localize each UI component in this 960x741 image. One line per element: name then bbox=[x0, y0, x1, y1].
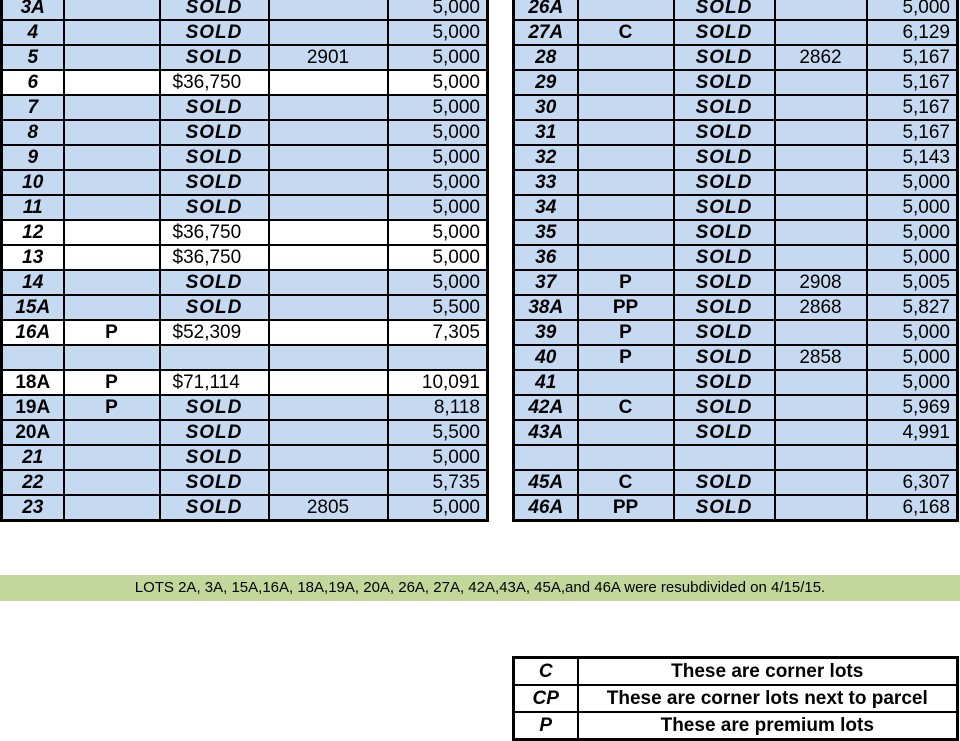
lot-status-cell: SOLD bbox=[160, 270, 269, 295]
lot-number-cell: 7 bbox=[2, 95, 64, 120]
lot-number-cell: 6 bbox=[2, 70, 64, 95]
lot-type-cell bbox=[64, 145, 160, 170]
lot-size-cell: 5,500 bbox=[388, 420, 488, 445]
lot-size-cell: 5,167 bbox=[867, 95, 958, 120]
lot-row bbox=[2, 470, 488, 495]
lot-address-cell bbox=[269, 220, 388, 245]
lot-size-cell: 5,000 bbox=[388, 120, 488, 145]
lot-size-cell: 6,307 bbox=[867, 470, 958, 495]
lot-address-cell bbox=[775, 395, 867, 420]
lot-status-cell: SOLD bbox=[674, 345, 775, 370]
lot-row bbox=[514, 445, 958, 470]
lot-row bbox=[2, 170, 488, 195]
lot-row bbox=[514, 120, 958, 145]
lot-address-cell bbox=[269, 345, 388, 370]
lot-number-cell: 43A bbox=[514, 420, 578, 445]
lot-size-cell: 5,000 bbox=[388, 170, 488, 195]
lots-table-left-body bbox=[2, 0, 488, 521]
lots-table-right bbox=[512, 0, 959, 522]
lot-status-cell: SOLD bbox=[160, 45, 269, 70]
lot-status-cell: SOLD bbox=[160, 95, 269, 120]
lot-address-cell bbox=[775, 320, 867, 345]
lot-size-cell: 5,000 bbox=[388, 0, 488, 20]
lot-row bbox=[2, 345, 488, 370]
lot-status-cell: SOLD bbox=[160, 170, 269, 195]
lot-type-cell bbox=[64, 170, 160, 195]
lot-address-cell bbox=[269, 395, 388, 420]
lot-row bbox=[2, 370, 488, 395]
lot-size-cell: 5,000 bbox=[388, 70, 488, 95]
lot-address-cell bbox=[775, 95, 867, 120]
lot-address-cell bbox=[775, 70, 867, 95]
lot-size-cell bbox=[388, 345, 488, 370]
lot-status-cell: SOLD bbox=[160, 470, 269, 495]
lot-row bbox=[2, 120, 488, 145]
lot-type-cell bbox=[578, 45, 674, 70]
legend-row bbox=[514, 712, 958, 740]
lot-number-cell: 20A bbox=[2, 420, 64, 445]
lot-address-cell bbox=[269, 320, 388, 345]
lot-type-cell: C bbox=[578, 470, 674, 495]
lot-status-cell: SOLD bbox=[674, 170, 775, 195]
lot-number-cell: 4 bbox=[2, 20, 64, 45]
lot-size-cell: 5,000 bbox=[388, 445, 488, 470]
lot-number-cell: 46A bbox=[514, 495, 578, 521]
lot-type-cell: P bbox=[578, 345, 674, 370]
lot-status-cell: SOLD bbox=[674, 320, 775, 345]
lot-type-cell: P bbox=[578, 270, 674, 295]
lot-size-cell: 5,000 bbox=[388, 195, 488, 220]
lot-status-cell: SOLD bbox=[674, 470, 775, 495]
lot-row bbox=[514, 220, 958, 245]
lots-table-left bbox=[0, 0, 489, 522]
lot-number-cell: 3A bbox=[2, 0, 64, 20]
lot-address-cell bbox=[775, 495, 867, 521]
lot-status-cell: SOLD bbox=[674, 70, 775, 95]
lot-size-cell: 5,000 bbox=[388, 245, 488, 270]
lot-size-cell: 5,969 bbox=[867, 395, 958, 420]
lot-address-cell bbox=[775, 20, 867, 45]
lot-status-cell: SOLD bbox=[160, 495, 269, 521]
lot-row bbox=[514, 245, 958, 270]
lot-size-cell: 5,000 bbox=[867, 370, 958, 395]
lot-address-cell bbox=[775, 145, 867, 170]
lot-type-cell bbox=[578, 445, 674, 470]
lot-status-cell: SOLD bbox=[160, 395, 269, 420]
lot-size-cell: 7,305 bbox=[388, 320, 488, 345]
lot-size-cell bbox=[867, 445, 958, 470]
lot-number-cell: 22 bbox=[2, 470, 64, 495]
lot-status-cell: SOLD bbox=[674, 195, 775, 220]
lot-number-cell: 45A bbox=[514, 470, 578, 495]
lot-row bbox=[514, 345, 958, 370]
lot-size-cell: 5,000 bbox=[867, 345, 958, 370]
lot-number-cell: 38A bbox=[514, 295, 578, 320]
lot-size-cell: 6,168 bbox=[867, 495, 958, 521]
lot-size-cell: 5,500 bbox=[388, 295, 488, 320]
resubdivision-note: LOTS 2A, 3A, 15A,16A, 18A,19A, 20A, 26A, 27A, 42A,43A, 45A,and 46A were resubdivided on 4/15/15. bbox=[0, 575, 960, 601]
lot-number-cell: 42A bbox=[514, 395, 578, 420]
lot-number-cell bbox=[514, 445, 578, 470]
lot-number-cell: 5 bbox=[2, 45, 64, 70]
lot-size-cell: 5,000 bbox=[867, 320, 958, 345]
lot-size-cell: 5,000 bbox=[388, 220, 488, 245]
lot-row bbox=[514, 45, 958, 70]
lot-type-cell bbox=[578, 0, 674, 20]
lot-number-cell: 34 bbox=[514, 195, 578, 220]
lot-size-cell: 5,000 bbox=[388, 20, 488, 45]
lot-type-cell bbox=[64, 420, 160, 445]
lot-address-cell bbox=[775, 170, 867, 195]
lot-status-cell: $71,114 bbox=[160, 370, 269, 395]
lot-status-cell: SOLD bbox=[674, 95, 775, 120]
lot-status-cell: $52,309 bbox=[160, 320, 269, 345]
lot-type-cell: P bbox=[64, 370, 160, 395]
lot-status-cell: $36,750 bbox=[160, 220, 269, 245]
lot-type-cell bbox=[64, 270, 160, 295]
lot-status-cell: SOLD bbox=[674, 420, 775, 445]
lot-type-cell bbox=[578, 70, 674, 95]
lot-status-cell: SOLD bbox=[674, 395, 775, 420]
lot-address-cell bbox=[775, 195, 867, 220]
lot-number-cell: 11 bbox=[2, 195, 64, 220]
lot-type-cell: P bbox=[578, 320, 674, 345]
lot-status-cell: SOLD bbox=[674, 295, 775, 320]
lot-status-cell: SOLD bbox=[160, 195, 269, 220]
legend-description: These are premium lots bbox=[578, 712, 958, 740]
lot-address-cell bbox=[775, 120, 867, 145]
lot-type-cell: P bbox=[64, 395, 160, 420]
lot-size-cell: 5,000 bbox=[867, 0, 958, 20]
lot-size-cell: 5,735 bbox=[388, 470, 488, 495]
lot-address-cell bbox=[775, 420, 867, 445]
lot-address-cell: 2805 bbox=[269, 495, 388, 521]
lot-type-cell bbox=[64, 0, 160, 20]
lot-number-cell: 10 bbox=[2, 170, 64, 195]
lot-row bbox=[2, 145, 488, 170]
lot-address-cell bbox=[269, 120, 388, 145]
lot-row bbox=[2, 195, 488, 220]
lot-number-cell: 23 bbox=[2, 495, 64, 521]
lot-type-cell bbox=[578, 95, 674, 120]
legend-table bbox=[512, 656, 959, 741]
lot-status-cell: SOLD bbox=[160, 445, 269, 470]
lot-row bbox=[514, 295, 958, 320]
lot-number-cell: 13 bbox=[2, 245, 64, 270]
lot-type-cell bbox=[64, 120, 160, 145]
lot-size-cell: 10,091 bbox=[388, 370, 488, 395]
lot-status-cell: SOLD bbox=[674, 45, 775, 70]
lot-status-cell: SOLD bbox=[674, 120, 775, 145]
lot-type-cell bbox=[64, 220, 160, 245]
lot-type-cell bbox=[578, 370, 674, 395]
legend-description: These are corner lots bbox=[578, 658, 958, 686]
lot-row bbox=[514, 470, 958, 495]
lot-size-cell: 5,143 bbox=[867, 145, 958, 170]
lot-row bbox=[2, 70, 488, 95]
lot-type-cell bbox=[64, 95, 160, 120]
legend-table-body bbox=[514, 658, 958, 740]
lot-status-cell: $36,750 bbox=[160, 245, 269, 270]
lot-address-cell bbox=[269, 420, 388, 445]
legend-row bbox=[514, 658, 958, 686]
lot-status-cell: SOLD bbox=[674, 245, 775, 270]
lot-address-cell bbox=[269, 270, 388, 295]
lot-address-cell bbox=[269, 70, 388, 95]
lot-size-cell: 5,000 bbox=[388, 95, 488, 120]
lot-number-cell: 9 bbox=[2, 145, 64, 170]
lot-status-cell: SOLD bbox=[674, 220, 775, 245]
lot-status-cell: $36,750 bbox=[160, 70, 269, 95]
lot-type-cell bbox=[64, 495, 160, 521]
lot-size-cell: 5,000 bbox=[867, 170, 958, 195]
lot-number-cell: 41 bbox=[514, 370, 578, 395]
lot-row bbox=[514, 420, 958, 445]
lot-number-cell: 27A bbox=[514, 20, 578, 45]
lot-type-cell: PP bbox=[578, 495, 674, 521]
lot-row bbox=[514, 170, 958, 195]
lot-address-cell: 2908 bbox=[775, 270, 867, 295]
lot-size-cell: 5,000 bbox=[867, 245, 958, 270]
legend-row bbox=[514, 685, 958, 712]
lot-address-cell bbox=[269, 170, 388, 195]
lot-address-cell bbox=[269, 445, 388, 470]
lot-row bbox=[514, 495, 958, 521]
lot-row bbox=[514, 0, 958, 20]
lot-type-cell bbox=[64, 345, 160, 370]
lot-number-cell: 39 bbox=[514, 320, 578, 345]
lot-size-cell: 4,991 bbox=[867, 420, 958, 445]
lot-type-cell bbox=[578, 195, 674, 220]
lot-type-cell bbox=[64, 470, 160, 495]
lot-row bbox=[2, 20, 488, 45]
lot-number-cell: 31 bbox=[514, 120, 578, 145]
lot-address-cell bbox=[269, 195, 388, 220]
lots-table-right-body bbox=[514, 0, 958, 521]
lot-row bbox=[2, 245, 488, 270]
lot-number-cell: 18A bbox=[2, 370, 64, 395]
lot-number-cell: 15A bbox=[2, 295, 64, 320]
lot-address-cell: 2901 bbox=[269, 45, 388, 70]
lot-type-cell bbox=[578, 120, 674, 145]
lot-number-cell: 26A bbox=[514, 0, 578, 20]
lot-number-cell: 28 bbox=[514, 45, 578, 70]
lot-type-cell bbox=[578, 245, 674, 270]
lot-address-cell bbox=[775, 370, 867, 395]
lot-number-cell: 21 bbox=[2, 445, 64, 470]
lot-address-cell: 2868 bbox=[775, 295, 867, 320]
lot-type-cell: P bbox=[64, 320, 160, 345]
lot-address-cell bbox=[775, 245, 867, 270]
lot-size-cell: 5,167 bbox=[867, 45, 958, 70]
lot-status-cell: SOLD bbox=[160, 120, 269, 145]
lot-number-cell: 35 bbox=[514, 220, 578, 245]
lot-address-cell bbox=[269, 95, 388, 120]
lot-address-cell: 2858 bbox=[775, 345, 867, 370]
lot-type-cell bbox=[64, 295, 160, 320]
lot-size-cell: 5,827 bbox=[867, 295, 958, 320]
legend-code: P bbox=[514, 712, 578, 740]
lot-size-cell: 5,000 bbox=[388, 495, 488, 521]
lot-status-cell bbox=[674, 445, 775, 470]
lot-number-cell: 30 bbox=[514, 95, 578, 120]
lot-row bbox=[514, 195, 958, 220]
lot-status-cell: SOLD bbox=[674, 495, 775, 521]
lot-number-cell bbox=[2, 345, 64, 370]
lot-type-cell: C bbox=[578, 20, 674, 45]
lot-address-cell bbox=[269, 295, 388, 320]
lot-type-cell bbox=[578, 145, 674, 170]
lot-size-cell: 6,129 bbox=[867, 20, 958, 45]
lot-row bbox=[2, 0, 488, 20]
lot-row bbox=[2, 295, 488, 320]
lot-row bbox=[2, 270, 488, 295]
lot-status-cell bbox=[160, 345, 269, 370]
lot-type-cell bbox=[578, 420, 674, 445]
lot-row bbox=[514, 370, 958, 395]
lot-number-cell: 14 bbox=[2, 270, 64, 295]
lot-row bbox=[514, 395, 958, 420]
lot-address-cell bbox=[775, 0, 867, 20]
lot-row bbox=[514, 70, 958, 95]
lot-type-cell bbox=[64, 70, 160, 95]
lot-type-cell bbox=[64, 245, 160, 270]
lot-address-cell bbox=[775, 445, 867, 470]
lot-type-cell bbox=[578, 170, 674, 195]
lot-row bbox=[2, 495, 488, 521]
lot-size-cell: 5,167 bbox=[867, 120, 958, 145]
legend-code: C bbox=[514, 658, 578, 686]
lot-type-cell bbox=[64, 445, 160, 470]
lot-address-cell: 2862 bbox=[775, 45, 867, 70]
lot-status-cell: SOLD bbox=[674, 145, 775, 170]
lot-address-cell bbox=[269, 370, 388, 395]
lot-status-cell: SOLD bbox=[160, 295, 269, 320]
lot-row bbox=[2, 395, 488, 420]
lot-address-cell bbox=[269, 145, 388, 170]
lot-row bbox=[2, 95, 488, 120]
lot-type-cell bbox=[64, 20, 160, 45]
lot-size-cell: 5,000 bbox=[867, 195, 958, 220]
lot-number-cell: 8 bbox=[2, 120, 64, 145]
lot-size-cell: 8,118 bbox=[388, 395, 488, 420]
lot-address-cell bbox=[775, 470, 867, 495]
lot-size-cell: 5,000 bbox=[388, 145, 488, 170]
lot-row bbox=[514, 145, 958, 170]
lot-type-cell bbox=[64, 195, 160, 220]
lot-status-cell: SOLD bbox=[160, 0, 269, 20]
lot-size-cell: 5,000 bbox=[388, 270, 488, 295]
legend-description: These are corner lots next to parcel bbox=[578, 685, 958, 712]
lot-number-cell: 19A bbox=[2, 395, 64, 420]
lot-status-cell: SOLD bbox=[674, 370, 775, 395]
lot-row bbox=[514, 270, 958, 295]
lot-type-cell: C bbox=[578, 395, 674, 420]
lot-type-cell: PP bbox=[578, 295, 674, 320]
legend-code: CP bbox=[514, 685, 578, 712]
lot-address-cell bbox=[775, 220, 867, 245]
lot-size-cell: 5,000 bbox=[867, 220, 958, 245]
lot-size-cell: 5,000 bbox=[388, 45, 488, 70]
lot-number-cell: 16A bbox=[2, 320, 64, 345]
lot-row bbox=[2, 445, 488, 470]
lot-row bbox=[514, 20, 958, 45]
lot-number-cell: 33 bbox=[514, 170, 578, 195]
lot-row bbox=[2, 320, 488, 345]
lot-status-cell: SOLD bbox=[160, 420, 269, 445]
lot-number-cell: 36 bbox=[514, 245, 578, 270]
lot-status-cell: SOLD bbox=[674, 0, 775, 20]
lot-type-cell bbox=[64, 45, 160, 70]
lot-number-cell: 37 bbox=[514, 270, 578, 295]
lot-address-cell bbox=[269, 0, 388, 20]
lot-row bbox=[2, 220, 488, 245]
lot-status-cell: SOLD bbox=[160, 20, 269, 45]
lot-status-cell: SOLD bbox=[160, 145, 269, 170]
lot-size-cell: 5,167 bbox=[867, 70, 958, 95]
lot-number-cell: 29 bbox=[514, 70, 578, 95]
lot-number-cell: 32 bbox=[514, 145, 578, 170]
lot-address-cell bbox=[269, 470, 388, 495]
lot-row bbox=[514, 320, 958, 345]
lot-status-cell: SOLD bbox=[674, 20, 775, 45]
lot-type-cell bbox=[578, 220, 674, 245]
lot-row bbox=[514, 95, 958, 120]
lot-number-cell: 40 bbox=[514, 345, 578, 370]
lot-row bbox=[2, 420, 488, 445]
lot-address-cell bbox=[269, 245, 388, 270]
lot-status-cell: SOLD bbox=[674, 270, 775, 295]
lot-number-cell: 12 bbox=[2, 220, 64, 245]
lot-address-cell bbox=[269, 20, 388, 45]
lot-size-cell: 5,005 bbox=[867, 270, 958, 295]
lot-row bbox=[2, 45, 488, 70]
